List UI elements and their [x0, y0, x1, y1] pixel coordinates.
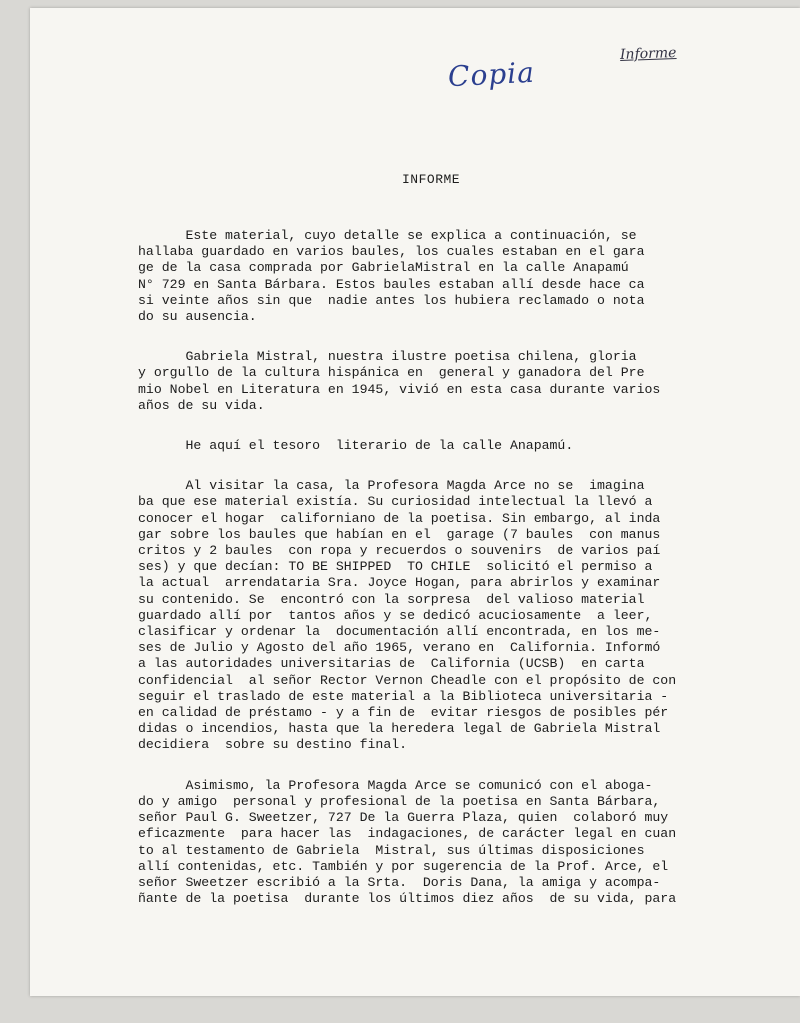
paragraph-3 — [138, 438, 778, 454]
text-line: do su ausencia. — [138, 309, 257, 325]
text-line: seguir el traslado de este material a la Biblioteca universitaria - — [138, 688, 669, 704]
text-line: allí contenidas, etc. También y por sugerencia de la Prof. Arce, el — [138, 858, 669, 874]
text-line: Al visitar la casa, la Profesora Magda Arce no se imagina — [138, 478, 645, 494]
text-line: He aquí el tesoro literario de la calle Anapamú. — [138, 438, 574, 454]
text-line: señor Paul G. Sweetzer, 727 De la Guerra Plaza, quien colaboró muy — [138, 810, 669, 826]
text-line: y orgullo de la cultura hispánica en general y ganadora del Pre — [138, 365, 645, 381]
text-line: años de su vida. — [138, 397, 265, 413]
text-line: conocer el hogar californiano de la poetisa. Sin embargo, al inda — [138, 510, 661, 526]
document-body — [138, 228, 778, 931]
text-line: Este material, cuyo detalle se explica a continuación, se — [138, 228, 637, 243]
text-line: critos y 2 baules con ropa y recuerdos o souvenirs de varios paí — [138, 543, 661, 559]
text-line: su contenido. Se encontró con la sorpresa del valioso material — [138, 591, 645, 607]
text-line: Asimismo, la Profesora Magda Arce se comunicó con el aboga- — [138, 777, 653, 793]
paragraph-5 — [138, 778, 778, 908]
text-line: la actual arrendataria Sra. Joyce Hogan, para abrirlos y examinar — [138, 575, 661, 591]
text-line: N° 729 en Santa Bárbara. Estos baules estaban allí desde hace ca — [138, 276, 645, 292]
text-line: eficazmente para hacer las indagaciones, de carácter legal en cuan — [138, 826, 677, 842]
text-line: señor Sweetzer escribió a la Srta. Doris Dana, la amiga y acompa- — [138, 874, 661, 890]
text-line: guardado allí por tantos años y se dedicó acuciosamente a leer, — [138, 607, 653, 623]
text-line: gar sobre los baules que habían en el garage (7 baules con manus — [138, 526, 661, 542]
paragraph-1 — [138, 228, 778, 325]
text-line: ses) y que decían: TO BE SHIPPED TO CHILE solicitó el permiso a — [138, 559, 653, 575]
paragraph-2 — [138, 349, 778, 414]
text-line: ge de la casa comprada por GabrielaMistral en la calle Anapamú — [138, 260, 629, 276]
text-line: clasificar y ordenar la documentación allí encontrada, en los me- — [138, 624, 661, 640]
text-line: confidencial al señor Rector Vernon Cheadle con el propósito de con — [138, 672, 677, 688]
text-line: ses de Julio y Agosto del año 1965, verano en California. Informó — [138, 640, 661, 656]
text-line: si veinte años sin que nadie antes los hubiera reclamado o nota — [138, 292, 645, 308]
text-line: didas o incendios, hasta que la heredera legal de Gabriela Mistral — [138, 721, 661, 737]
document-title: INFORME — [402, 172, 461, 187]
text-line: decidiera sobre su destino final. — [138, 737, 408, 753]
text-line: ñante de la poetisa durante los últimos diez años de su vida, para — [138, 891, 677, 907]
text-line: to al testamento de Gabriela Mistral, sus últimas disposiciones — [138, 842, 645, 858]
text-line: mio Nobel en Literatura en 1945, vivió en esta casa durante varios — [138, 381, 661, 397]
text-line: ba que ese material existía. Su curiosidad intelectual la llevó a — [138, 494, 653, 510]
text-line: hallaba guardado en varios baules, los cuales estaban en el gara — [138, 244, 645, 260]
document-page — [30, 8, 800, 996]
paragraph-4 — [138, 478, 778, 753]
handwritten-informe-note: Informe — [619, 45, 677, 63]
text-line: a las autoridades universitarias de California (UCSB) en carta — [138, 656, 645, 672]
handwritten-copia-note: Copia — [447, 55, 536, 94]
text-line: Gabriela Mistral, nuestra ilustre poetisa chilena, gloria — [138, 349, 637, 365]
text-line: en calidad de préstamo - y a fin de evitar riesgos de posibles pér — [138, 705, 669, 721]
text-line: do y amigo personal y profesional de la poetisa en Santa Bárbara, — [138, 793, 661, 809]
